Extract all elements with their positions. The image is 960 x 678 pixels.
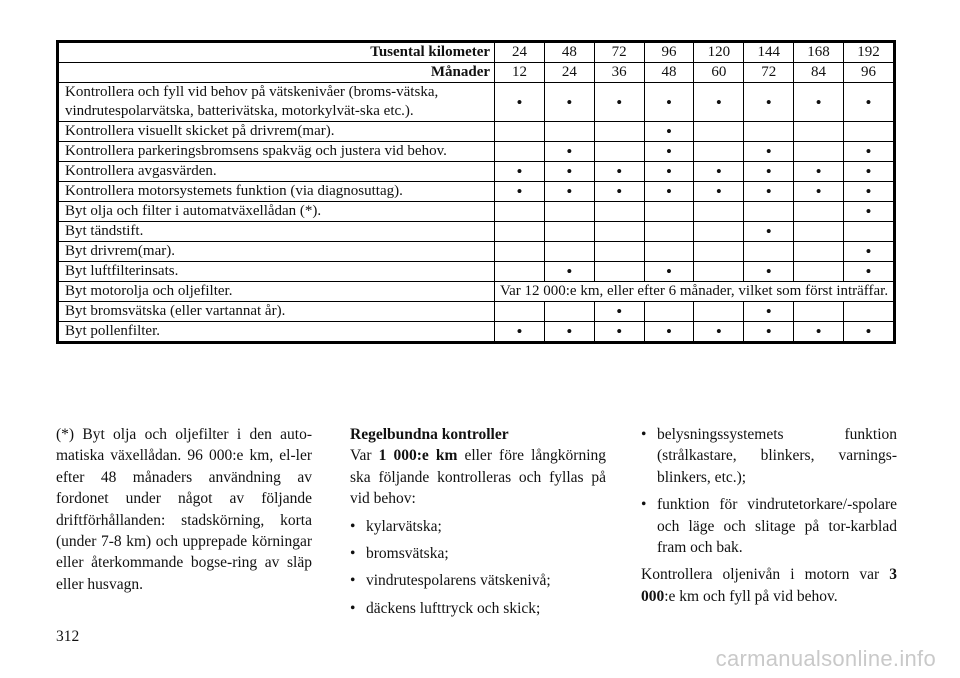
empty-cell (594, 202, 644, 222)
interval-value: 96 (843, 63, 894, 83)
service-mark: • (744, 142, 794, 162)
regular-checks-column (350, 424, 606, 619)
interval-value: 48 (644, 63, 694, 83)
service-mark: • (694, 83, 744, 122)
service-mark: • (495, 322, 545, 343)
service-mark: • (644, 182, 694, 202)
interval-value: 12 (495, 63, 545, 83)
empty-cell (495, 222, 545, 242)
empty-cell (744, 242, 794, 262)
service-mark: • (744, 262, 794, 282)
empty-cell (694, 262, 744, 282)
schedule-row (58, 162, 895, 182)
service-mark: • (843, 202, 894, 222)
empty-cell (794, 242, 844, 262)
schedule-row (58, 262, 895, 282)
empty-cell (794, 222, 844, 242)
service-mark: • (843, 83, 894, 122)
empty-cell (495, 202, 545, 222)
schedule-row (58, 222, 895, 242)
service-mark: • (644, 122, 694, 142)
service-mark: • (644, 322, 694, 343)
header-label: Tusental kilometer (58, 42, 495, 63)
empty-cell (544, 242, 594, 262)
empty-cell (744, 122, 794, 142)
empty-cell (544, 122, 594, 142)
service-mark: • (644, 142, 694, 162)
task-description: Byt luftfilterinsats. (58, 262, 495, 282)
empty-cell (694, 222, 744, 242)
task-description: Kontrollera och fyll vid behov på vätskenivåer (broms-vätska, vindrutespolarvätska, batterivätska, motorkylvät-ska etc.). (58, 83, 495, 122)
schedule-row (58, 122, 895, 142)
service-mark: • (544, 262, 594, 282)
footnote-column (56, 424, 312, 595)
interval-value: 24 (544, 63, 594, 83)
interval-value: 60 (694, 63, 744, 83)
empty-cell (594, 122, 644, 142)
service-mark: • (843, 242, 894, 262)
oil-check-paragraph: Kontrollera oljenivån i motorn var 3 000:e km och fyll på vid behov. (641, 566, 897, 605)
empty-cell (694, 202, 744, 222)
empty-cell (744, 202, 794, 222)
service-mark: • (843, 162, 894, 182)
service-mark: • (744, 302, 794, 322)
task-description: Kontrollera parkeringsbromsens spakväg och justera vid behov. (58, 142, 495, 162)
service-mark: • (843, 142, 894, 162)
empty-cell (644, 302, 694, 322)
service-mark: • (744, 182, 794, 202)
task-description: Byt drivrem(mar). (58, 242, 495, 262)
intro-paragraph: Var 1 000:e km eller före långkörning ska följande kontrolleras och fyllas på vid behov: (350, 447, 607, 508)
empty-cell (495, 262, 545, 282)
interval-value: 48 (544, 42, 594, 63)
empty-cell (644, 242, 694, 262)
service-mark: • (544, 182, 594, 202)
service-mark: • (794, 182, 844, 202)
interval-value: 144 (744, 42, 794, 63)
schedule-row (58, 302, 895, 322)
task-description: Kontrollera motorsystemets funktion (via diagnosuttag). (58, 182, 495, 202)
empty-cell (694, 242, 744, 262)
service-mark: • (544, 162, 594, 182)
interval-value: 192 (843, 42, 894, 63)
bullet-item: • funktion för vindrutetorkare/-spolare och läge och slitage på tor-karblad fram och bak. (641, 496, 897, 557)
empty-cell (594, 242, 644, 262)
service-mark: • (744, 83, 794, 122)
schedule-row (58, 83, 895, 122)
service-mark: • (694, 322, 744, 343)
service-mark: • (495, 182, 545, 202)
empty-cell (544, 202, 594, 222)
task-description: Kontrollera visuellt skicket på drivrem(mar). (58, 122, 495, 142)
interval-value: 72 (744, 63, 794, 83)
bullet-item: • däckens lufttryck och skick; (350, 599, 541, 617)
service-mark: • (744, 162, 794, 182)
schedule-row (58, 242, 895, 262)
service-mark: • (694, 182, 744, 202)
interval-note: Var 12 000:e km, eller efter 6 månader, vilket som först inträffar. (495, 282, 895, 302)
service-mark: • (843, 182, 894, 202)
empty-cell (644, 222, 694, 242)
header-row-months (58, 63, 895, 83)
service-mark: • (644, 162, 694, 182)
bullet-item: • vindrutespolarens vätskenivå; (350, 572, 551, 590)
empty-cell (694, 142, 744, 162)
section-heading: Regelbundna kontroller (350, 426, 509, 443)
task-description: Byt pollenfilter. (58, 322, 495, 343)
service-mark: • (744, 222, 794, 242)
service-mark: • (544, 83, 594, 122)
page-number: 312 (56, 628, 80, 645)
interval-value: 84 (794, 63, 844, 83)
empty-cell (694, 122, 744, 142)
service-mark: • (694, 162, 744, 182)
interval-value: 72 (594, 42, 644, 63)
task-description: Byt motorolja och oljefilter. (58, 282, 495, 302)
service-mark: • (594, 162, 644, 182)
empty-cell (594, 142, 644, 162)
schedule-row (58, 322, 895, 343)
service-mark: • (794, 322, 844, 343)
interval-value: 36 (594, 63, 644, 83)
service-mark: • (644, 83, 694, 122)
task-description: Byt olja och filter i automatväxellådan (*). (58, 202, 495, 222)
task-description: Byt tändstift. (58, 222, 495, 242)
service-mark: • (744, 322, 794, 343)
empty-cell (495, 242, 545, 262)
header-row-kilometers (58, 42, 895, 63)
empty-cell (843, 302, 894, 322)
empty-cell (495, 122, 545, 142)
service-mark: • (495, 83, 545, 122)
interval-value: 120 (694, 42, 744, 63)
service-mark: • (495, 162, 545, 182)
footnote-text: (*) Byt olja och oljefilter i den auto-matiska växellådan. 96 000:e km, el-ler efter 48 månaders användning av fordonet under något av följande driftförhållanden: stadskörning, korta (under 7-8 km) och upprepade körningar eller återkommande bogse-ring av släp eller husvagn. (56, 426, 312, 593)
service-mark: • (594, 302, 644, 322)
maintenance-schedule-table (56, 40, 896, 344)
service-mark: • (594, 322, 644, 343)
empty-cell (495, 302, 545, 322)
empty-cell (495, 142, 545, 162)
service-mark: • (594, 182, 644, 202)
bullet-item: • bromsvätska; (350, 545, 449, 563)
empty-cell (843, 122, 894, 142)
service-mark: • (544, 142, 594, 162)
watermark: carmanualsonline.info (715, 646, 936, 671)
bullet-item: • kylarvätska; (350, 517, 442, 535)
task-description: Byt bromsvätska (eller vartannat år). (58, 302, 495, 322)
empty-cell (544, 222, 594, 242)
empty-cell (594, 222, 644, 242)
empty-cell (794, 122, 844, 142)
header-label: Månader (58, 63, 495, 83)
task-description: Kontrollera avgasvärden. (58, 162, 495, 182)
service-mark: • (594, 83, 644, 122)
service-mark: • (843, 322, 894, 343)
schedule-row (58, 182, 895, 202)
empty-cell (794, 262, 844, 282)
service-mark: • (644, 262, 694, 282)
empty-cell (644, 202, 694, 222)
service-mark: • (544, 322, 594, 343)
right-column (641, 424, 897, 607)
empty-cell (843, 222, 894, 242)
schedule-row (58, 202, 895, 222)
empty-cell (594, 262, 644, 282)
service-mark: • (794, 83, 844, 122)
empty-cell (794, 302, 844, 322)
bullet-item: • belysningssystemets funktion (strålkastare, blinkers, varnings-blinkers, etc.); (641, 426, 897, 486)
interval-value: 96 (644, 42, 694, 63)
schedule-row (58, 142, 895, 162)
empty-cell (694, 302, 744, 322)
empty-cell (794, 202, 844, 222)
interval-value: 168 (794, 42, 844, 63)
service-mark: • (843, 262, 894, 282)
schedule-row (58, 282, 895, 302)
empty-cell (794, 142, 844, 162)
empty-cell (544, 302, 594, 322)
service-mark: • (794, 162, 844, 182)
interval-value: 24 (495, 42, 545, 63)
